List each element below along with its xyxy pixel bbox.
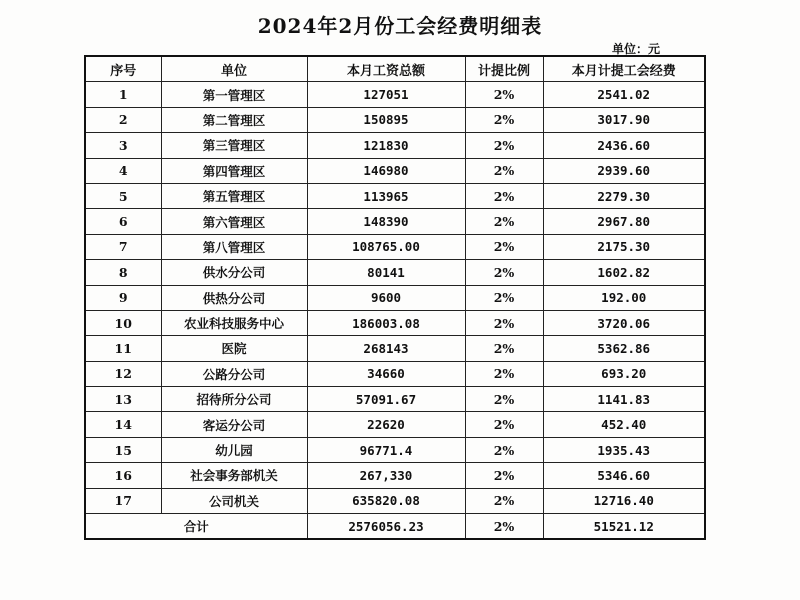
cell-union-fee: 2436.60	[543, 133, 705, 158]
table-row	[85, 260, 705, 285]
table-row	[85, 133, 705, 158]
cell-unit: 社会事务部机关	[161, 463, 307, 488]
cell-wage-total: 148390	[307, 209, 465, 234]
cell-unit: 供热分公司	[161, 285, 307, 310]
table-header	[85, 56, 705, 82]
total-label: 合计	[85, 514, 307, 540]
cell-no: 1	[85, 82, 161, 107]
cell-union-fee: 3017.90	[543, 107, 705, 132]
cell-no: 8	[85, 260, 161, 285]
table-row	[85, 107, 705, 132]
table-row	[85, 285, 705, 310]
cell-unit: 第八管理区	[161, 234, 307, 259]
cell-ratio: 2%	[465, 412, 543, 437]
table-row	[85, 387, 705, 412]
cell-unit: 公司机关	[161, 488, 307, 513]
cell-unit: 第六管理区	[161, 209, 307, 234]
cell-ratio: 2%	[465, 310, 543, 335]
total-row	[85, 514, 705, 540]
table-footer	[85, 514, 705, 540]
cell-union-fee: 2279.30	[543, 183, 705, 208]
cell-no: 5	[85, 183, 161, 208]
cell-unit: 医院	[161, 336, 307, 361]
cell-ratio: 2%	[465, 463, 543, 488]
table-row	[85, 437, 705, 462]
cell-unit: 第二管理区	[161, 107, 307, 132]
cell-ratio: 2%	[465, 387, 543, 412]
table-row	[85, 310, 705, 335]
cell-ratio: 2%	[465, 285, 543, 310]
cell-ratio: 2%	[465, 488, 543, 513]
cell-no: 14	[85, 412, 161, 437]
cell-no: 9	[85, 285, 161, 310]
header-ratio: 计提比例	[465, 56, 543, 82]
cell-ratio: 2%	[465, 133, 543, 158]
cell-no: 11	[85, 336, 161, 361]
total-wage-sum: 2576056.23	[307, 514, 465, 540]
cell-unit: 客运分公司	[161, 412, 307, 437]
cell-union-fee: 5362.86	[543, 336, 705, 361]
cell-unit: 第一管理区	[161, 82, 307, 107]
cell-no: 3	[85, 133, 161, 158]
cell-wage-total: 22620	[307, 412, 465, 437]
cell-union-fee: 2541.02	[543, 82, 705, 107]
table-row	[85, 209, 705, 234]
cell-ratio: 2%	[465, 183, 543, 208]
cell-unit: 公路分公司	[161, 361, 307, 386]
cell-wage-total: 635820.08	[307, 488, 465, 513]
cell-union-fee: 12716.40	[543, 488, 705, 513]
cell-ratio: 2%	[465, 158, 543, 183]
cell-unit: 第三管理区	[161, 133, 307, 158]
cell-wage-total: 9600	[307, 285, 465, 310]
table-row	[85, 82, 705, 107]
cell-wage-total: 268143	[307, 336, 465, 361]
header-row	[85, 56, 705, 82]
cell-ratio: 2%	[465, 437, 543, 462]
header-fee: 本月计提工会经费	[543, 56, 705, 82]
cell-ratio: 2%	[465, 82, 543, 107]
cell-union-fee: 5346.60	[543, 463, 705, 488]
cell-wage-total: 96771.4	[307, 437, 465, 462]
cell-ratio: 2%	[465, 361, 543, 386]
cell-unit: 第四管理区	[161, 158, 307, 183]
table-row	[85, 234, 705, 259]
cell-wage-total: 113965	[307, 183, 465, 208]
cell-no: 15	[85, 437, 161, 462]
cell-union-fee: 2939.60	[543, 158, 705, 183]
union-fee-table	[84, 55, 706, 540]
cell-unit: 供水分公司	[161, 260, 307, 285]
table-row	[85, 361, 705, 386]
table-row	[85, 488, 705, 513]
table-row	[85, 183, 705, 208]
document-title: 2024年2月份工会经费明细表	[257, 14, 543, 38]
cell-union-fee: 1141.83	[543, 387, 705, 412]
cell-ratio: 2%	[465, 336, 543, 361]
cell-unit: 招待所分公司	[161, 387, 307, 412]
cell-ratio: 2%	[465, 234, 543, 259]
cell-no: 12	[85, 361, 161, 386]
cell-wage-total: 108765.00	[307, 234, 465, 259]
cell-ratio: 2%	[465, 209, 543, 234]
total-fee-sum: 51521.12	[543, 514, 705, 540]
cell-union-fee: 2967.80	[543, 209, 705, 234]
cell-wage-total: 186003.08	[307, 310, 465, 335]
cell-wage-total: 57091.67	[307, 387, 465, 412]
total-ratio: 2%	[465, 514, 543, 540]
cell-unit: 农业科技服务中心	[161, 310, 307, 335]
table-row	[85, 336, 705, 361]
cell-ratio: 2%	[465, 260, 543, 285]
cell-no: 16	[85, 463, 161, 488]
cell-no: 10	[85, 310, 161, 335]
table-row	[85, 158, 705, 183]
cell-wage-total: 127051	[307, 82, 465, 107]
header-total: 本月工资总额	[307, 56, 465, 82]
cell-ratio: 2%	[465, 107, 543, 132]
cell-union-fee: 2175.30	[543, 234, 705, 259]
cell-no: 6	[85, 209, 161, 234]
cell-wage-total: 34660	[307, 361, 465, 386]
cell-wage-total: 146980	[307, 158, 465, 183]
cell-union-fee: 452.40	[543, 412, 705, 437]
cell-union-fee: 1935.43	[543, 437, 705, 462]
header-no: 序号	[85, 56, 161, 82]
cell-wage-total: 267,330	[307, 463, 465, 488]
cell-wage-total: 121830	[307, 133, 465, 158]
cell-no: 7	[85, 234, 161, 259]
cell-unit: 幼儿园	[161, 437, 307, 462]
cell-wage-total: 80141	[307, 260, 465, 285]
cell-wage-total: 150895	[307, 107, 465, 132]
table-body	[85, 82, 705, 514]
cell-no: 17	[85, 488, 161, 513]
table-row	[85, 463, 705, 488]
cell-union-fee: 1602.82	[543, 260, 705, 285]
cell-union-fee: 693.20	[543, 361, 705, 386]
cell-union-fee: 192.00	[543, 285, 705, 310]
cell-unit: 第五管理区	[161, 183, 307, 208]
cell-union-fee: 3720.06	[543, 310, 705, 335]
header-unit: 单位	[161, 56, 307, 82]
cell-no: 13	[85, 387, 161, 412]
cell-no: 2	[85, 107, 161, 132]
table-row	[85, 412, 705, 437]
unit-note: 单位：元	[612, 42, 661, 56]
cell-no: 4	[85, 158, 161, 183]
